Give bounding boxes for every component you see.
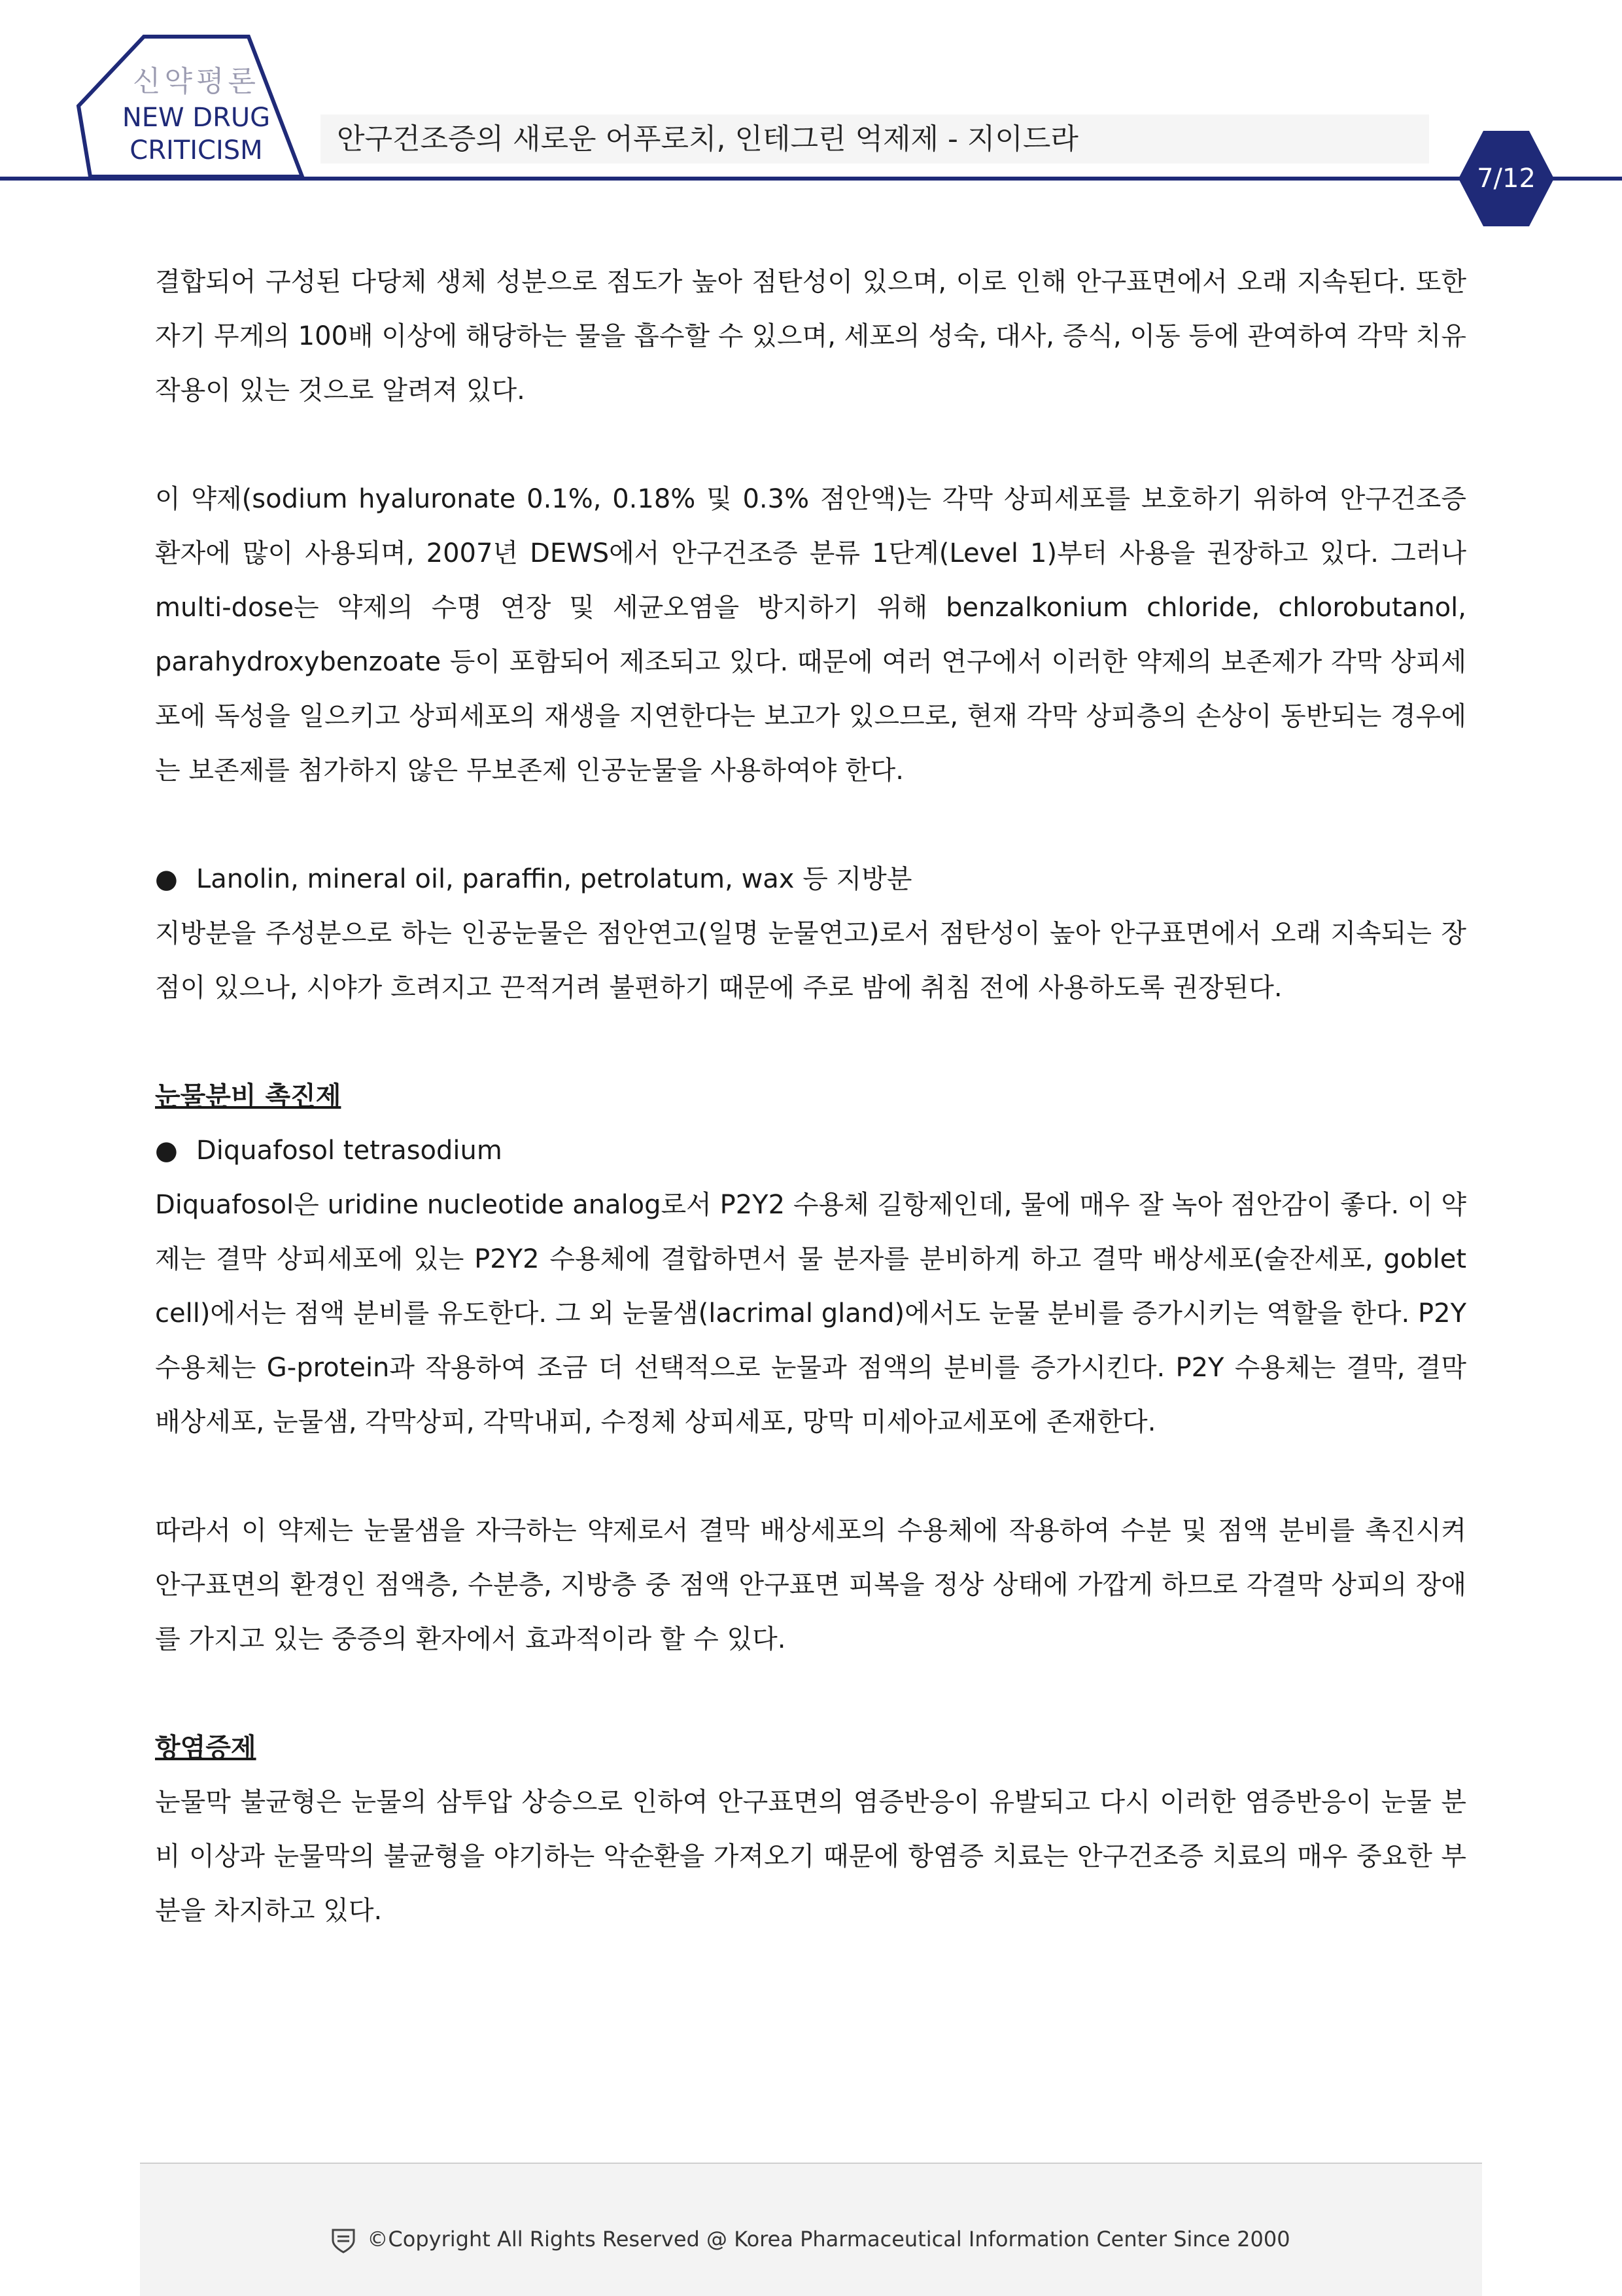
logo-english-line-1: NEW DRUG bbox=[122, 103, 271, 133]
page-indicator: 7/12 bbox=[1477, 164, 1536, 194]
footer-copyright-line bbox=[140, 2226, 1482, 2253]
document-title: 안구건조증의 새로운 어푸로치, 인테그린 억제제 - 지이드라 bbox=[320, 114, 1429, 164]
bullet-diquafosol: ● Diquafosol tetrasodium bbox=[155, 1124, 1466, 1178]
footer-copyright: ©Copyright All Rights Reserved @ Korea Pharmaceutical Information Center Since 2000 bbox=[367, 2227, 1290, 2252]
logo-english-line-2: CRITICISM bbox=[129, 135, 263, 165]
paragraph-hyaluronate-properties: 결합되어 구성된 다당체 생체 성분으로 점도가 높아 점탄성이 있으며, 이로 인해 안구표면에서 오래 지속된다. 또한 자기 무게의 100배 이상에 해당하는 물을 흡수할 수 있으며, 세포의 성숙, 대사, 증식, 이동 등에 관여하여 각막 치유작용이 있는 것으로 알려져 있다. bbox=[155, 267, 1466, 406]
paragraph-diquafosol-effect: 따라서 이 약제는 눈물샘을 자극하는 약제로서 결막 배상세포의 수용체에 작용하여 수분 및 점액 분비를 촉진시켜 안구표면의 환경인 점액층, 수분층, 지방층 중 점액 안구표면 피복을 정상 상태에 가깝게 하므로 각결막 상피의 장애를 가지고 있는 중증의 환자에서 효과적이라 할 수 있다. bbox=[155, 1516, 1466, 1654]
footer bbox=[140, 2163, 1482, 2296]
brand-logo bbox=[98, 62, 294, 167]
paragraph-anti-inflammatory: 눈물막 불균형은 눈물의 삼투압 상승으로 인하여 안구표면의 염증반응이 유발되고 다시 이러한 염증반응이 눈물 분비 이상과 눈물막의 불균형을 야기하는 악순환을 가져오기 때문에 항염증 치료는 안구건조증 치료의 매우 중요한 부분을 차지하고 있다. bbox=[155, 1787, 1466, 1926]
paragraph-diquafosol-mechanism: Diquafosol은 uridine nucleotide analog로서 P2Y2 수용체 길항제인데, 물에 매우 잘 녹아 점안감이 좋다. 이 약제는 결막 상피세포에 있는 P2Y2 수용체에 결합하면서 물 분자를 분비하게 하고 결막 배상세포(술잔세포, goblet cell)에서는 점액 분비를 유도한다. 그 외 눈물샘(lacrimal gland)에서도 눈물 분비를 증가시키는 역할을 한다. P2Y 수용체는 G-protein과 작용하여 조금 더 선택적으로 눈물과 점액의 분비를 증가시킨다. P2Y 수용체는 결막, 결막 배상세포, 눈물샘, 각막상피, 각막내피, 수정체 상피세포, 망막 미세아교세포에 존재한다. bbox=[155, 1190, 1466, 1437]
header-divider bbox=[0, 177, 1622, 181]
bullet-lanolin: ● Lanolin, mineral oil, paraffin, petrolatum, wax 등 지방분 bbox=[155, 852, 1466, 907]
document-body bbox=[155, 255, 1466, 1938]
paragraph-ointment: 지방분을 주성분으로 하는 인공눈물은 점안연고(일명 눈물연고)로서 점탄성이 높아 안구표면에서 오래 지속되는 장점이 있으나, 시야가 흐려지고 끈적거려 불편하기 때문에 주로 밤에 취침 전에 사용하도록 권장된다. bbox=[155, 918, 1466, 1003]
section-heading-secretagogue: 눈물분비 촉진제 bbox=[155, 1081, 341, 1111]
section-heading-anti-inflammatory: 항염증제 bbox=[155, 1733, 256, 1763]
logo-korean: 신약평론 bbox=[132, 65, 260, 98]
shield-emblem-icon bbox=[332, 2227, 355, 2253]
paragraph-hyaluronate-usage: 이 약제(sodium hyaluronate 0.1%, 0.18% 및 0.3% 점안액)는 각막 상피세포를 보호하기 위하여 안구건조증 환자에 많이 사용되며, 2007년 DEWS에서 안구건조증 분류 1단계(Level 1)부터 사용을 권장하고 있다. 그러나 multi-dose는 약제의 수명 연장 및 세균오염을 방지하기 위해 benzalkonium chloride, chlorobutanol, parahydroxybenzoate 등이 포함되어 제조되고 있다. 때문에 여러 연구에서 이러한 약제의 보존제가 각막 상피세포에 독성을 일으키고 상피세포의 재생을 지연한다는 보고가 있으므로, 현재 각막 상피층의 손상이 동반되는 경우에는 보존제를 첨가하지 않은 무보존제 인공눈물을 사용하여야 한다. bbox=[155, 484, 1466, 786]
